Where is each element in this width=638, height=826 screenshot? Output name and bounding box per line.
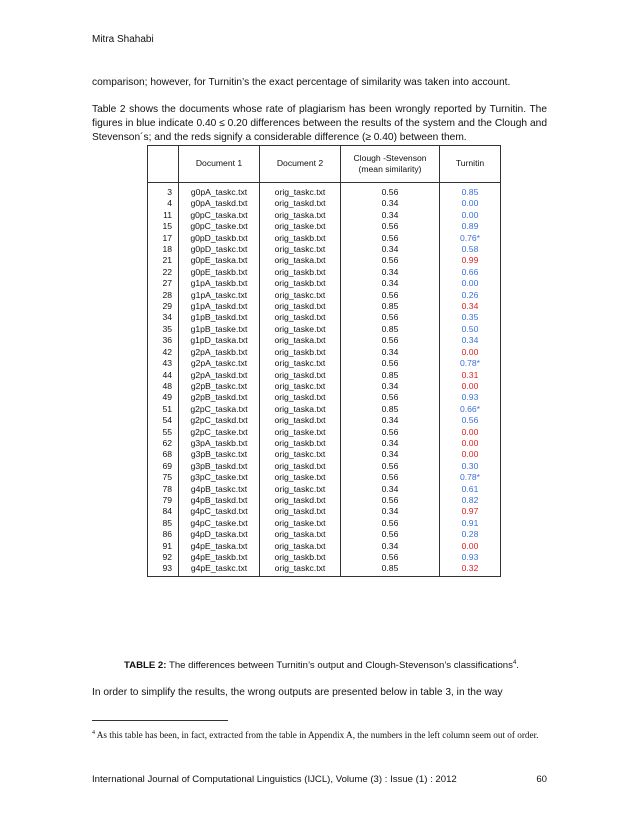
cell-document-1: g1pB_taske.txt [179, 324, 260, 335]
cell-document-1: g0pA_taskc.txt [179, 183, 260, 199]
table-row [148, 438, 501, 449]
cell-document-1: g1pA_taskc.txt [179, 290, 260, 301]
cell-turnitin: 0.00 [440, 438, 501, 449]
cell-clough-stevenson: 0.34 [341, 198, 440, 209]
cell-id: 34 [148, 312, 179, 323]
cell-id: 51 [148, 404, 179, 415]
cell-turnitin: 0.00 [440, 210, 501, 221]
cell-document-2: orig_taskb.txt [260, 552, 341, 563]
cell-document-2: orig_taskc.txt [260, 484, 341, 495]
cell-document-2: orig_taska.txt [260, 255, 341, 266]
cell-document-1: g2pA_taskd.txt [179, 370, 260, 381]
cell-id: 35 [148, 324, 179, 335]
cell-clough-stevenson: 0.56 [341, 183, 440, 199]
cell-document-2: orig_taskc.txt [260, 244, 341, 255]
cell-clough-stevenson: 0.34 [341, 244, 440, 255]
header-cs-line2: (mean similarity) [358, 164, 422, 174]
table-row [148, 198, 501, 209]
cell-turnitin: 0.91 [440, 518, 501, 529]
cell-clough-stevenson: 0.56 [341, 427, 440, 438]
cell-clough-stevenson: 0.56 [341, 255, 440, 266]
cell-id: 78 [148, 484, 179, 495]
cell-document-1: g4pC_taskd.txt [179, 506, 260, 517]
cell-document-1: g4pB_taskc.txt [179, 484, 260, 495]
cell-clough-stevenson: 0.56 [341, 221, 440, 232]
cell-document-2: orig_taskc.txt [260, 358, 341, 369]
header-turnitin: Turnitin [440, 146, 501, 183]
cell-id: 15 [148, 221, 179, 232]
cell-document-2: orig_taskc.txt [260, 563, 341, 576]
cell-turnitin: 0.97 [440, 506, 501, 517]
table-row [148, 358, 501, 369]
header-id [148, 146, 179, 183]
cell-turnitin: 0.00 [440, 541, 501, 552]
footer-journal: International Journal of Computational Linguistics (IJCL), Volume (3) : Issue (1) : 2012 [92, 774, 457, 785]
cell-clough-stevenson: 0.56 [341, 392, 440, 403]
cell-id: 28 [148, 290, 179, 301]
cell-id: 17 [148, 233, 179, 244]
footnote-mark: 4 [92, 730, 95, 736]
table-row [148, 301, 501, 312]
cell-clough-stevenson: 0.56 [341, 290, 440, 301]
cell-turnitin: 0.35 [440, 312, 501, 323]
cell-id: 86 [148, 529, 179, 540]
cell-turnitin: 0.30 [440, 461, 501, 472]
cell-turnitin: 0.93 [440, 552, 501, 563]
cell-document-1: g4pB_taskd.txt [179, 495, 260, 506]
paragraph-2: Table 2 shows the documents whose rate of plagiarism has been wrongly reported by Turnitin. The figures in blue indicate 0.40 ≤ 0.20 differences between the results of the system and the Clough and Stevenson´s; and the reds signify a considerable difference (≥ 0.40) between them. [92, 104, 547, 143]
header-document-2: Document 2 [260, 146, 341, 183]
cell-id: 43 [148, 358, 179, 369]
cell-document-2: orig_taske.txt [260, 324, 341, 335]
cell-clough-stevenson: 0.85 [341, 563, 440, 576]
cell-id: 18 [148, 244, 179, 255]
cell-clough-stevenson: 0.34 [341, 541, 440, 552]
table-header-row [148, 146, 501, 183]
cell-document-2: orig_taskd.txt [260, 312, 341, 323]
cell-document-1: g1pB_taskd.txt [179, 312, 260, 323]
cell-turnitin: 0.31 [440, 370, 501, 381]
footnote-4 [92, 726, 547, 742]
cell-clough-stevenson: 0.56 [341, 552, 440, 563]
cell-document-1: g2pB_taskd.txt [179, 392, 260, 403]
table-row [148, 518, 501, 529]
cell-id: 29 [148, 301, 179, 312]
cell-document-2: orig_taske.txt [260, 518, 341, 529]
cell-clough-stevenson: 0.56 [341, 312, 440, 323]
header-cs-line1: Clough -Stevenson [353, 152, 427, 163]
table-row [148, 370, 501, 381]
cell-document-1: g3pB_taskd.txt [179, 461, 260, 472]
cell-document-2: orig_taskd.txt [260, 301, 341, 312]
page-number: 60 [536, 774, 547, 785]
cell-document-2: orig_taska.txt [260, 404, 341, 415]
cell-turnitin: 0.00 [440, 427, 501, 438]
table-row [148, 541, 501, 552]
cell-clough-stevenson: 0.34 [341, 278, 440, 289]
cell-id: 4 [148, 198, 179, 209]
cell-id: 75 [148, 472, 179, 483]
cell-document-2: orig_taskd.txt [260, 415, 341, 426]
cell-document-1: g2pC_taske.txt [179, 427, 260, 438]
cell-id: 91 [148, 541, 179, 552]
cell-clough-stevenson: 0.34 [341, 210, 440, 221]
table-2 [147, 145, 501, 577]
table-row [148, 506, 501, 517]
cell-clough-stevenson: 0.34 [341, 449, 440, 460]
cell-document-2: orig_taskd.txt [260, 461, 341, 472]
cell-clough-stevenson: 0.56 [341, 518, 440, 529]
cell-clough-stevenson: 0.56 [341, 335, 440, 346]
running-header-author: Mitra Shahabi [92, 34, 154, 45]
table-row [148, 392, 501, 403]
caption-footnote-ref: 4 [512, 660, 517, 666]
caption-text: The differences between Turnitin’s output and Clough-Stevenson’s classifications [166, 660, 513, 672]
cell-turnitin: 0.00 [440, 449, 501, 460]
cell-document-2: orig_taskb.txt [260, 267, 341, 278]
table-row [148, 210, 501, 221]
footnote-text: As this table has been, in fact, extracted from the table in Appendix A, the numbers in the left column seem out of order. [95, 730, 539, 741]
cell-turnitin: 0.50 [440, 324, 501, 335]
caption-end: . [516, 660, 519, 672]
cell-clough-stevenson: 0.85 [341, 404, 440, 415]
caption-label: TABLE 2: [124, 660, 167, 672]
table-row [148, 404, 501, 415]
cell-id: 42 [148, 347, 179, 358]
cell-clough-stevenson: 0.56 [341, 358, 440, 369]
cell-turnitin: 0.89 [440, 221, 501, 232]
cell-turnitin: 0.99 [440, 255, 501, 266]
cell-id: 3 [148, 183, 179, 199]
cell-document-2: orig_taske.txt [260, 472, 341, 483]
table-row [148, 461, 501, 472]
cell-turnitin: 0.93 [440, 392, 501, 403]
cell-document-2: orig_taskb.txt [260, 233, 341, 244]
table-row [148, 255, 501, 266]
page-footer [92, 774, 547, 785]
cell-turnitin: 0.82 [440, 495, 501, 506]
table-row [148, 183, 501, 199]
table-row [148, 290, 501, 301]
cell-clough-stevenson: 0.34 [341, 438, 440, 449]
cell-document-1: g0pC_taska.txt [179, 210, 260, 221]
cell-document-2: orig_taska.txt [260, 335, 341, 346]
cell-document-1: g1pA_taskb.txt [179, 278, 260, 289]
cell-clough-stevenson: 0.56 [341, 233, 440, 244]
cell-turnitin: 0.00 [440, 198, 501, 209]
cell-clough-stevenson: 0.34 [341, 381, 440, 392]
cell-document-1: g0pE_taskb.txt [179, 267, 260, 278]
cell-turnitin: 0.34 [440, 301, 501, 312]
cell-turnitin: 0.58 [440, 244, 501, 255]
table-row [148, 563, 501, 576]
table-row [148, 324, 501, 335]
cell-turnitin: 0.78* [440, 358, 501, 369]
cell-document-1: g4pD_taska.txt [179, 529, 260, 540]
cell-document-1: g4pE_taska.txt [179, 541, 260, 552]
cell-document-2: orig_taske.txt [260, 221, 341, 232]
cell-id: 49 [148, 392, 179, 403]
cell-turnitin: 0.76* [440, 233, 501, 244]
cell-turnitin: 0.78* [440, 472, 501, 483]
cell-document-1: g0pD_taskc.txt [179, 244, 260, 255]
cell-id: 79 [148, 495, 179, 506]
cell-document-2: orig_taskc.txt [260, 290, 341, 301]
cell-document-2: orig_taskc.txt [260, 449, 341, 460]
table-row [148, 381, 501, 392]
cell-clough-stevenson: 0.56 [341, 495, 440, 506]
table-row [148, 233, 501, 244]
table-row [148, 267, 501, 278]
table-row [148, 221, 501, 232]
cell-id: 68 [148, 449, 179, 460]
cell-turnitin: 0.56 [440, 415, 501, 426]
cell-id: 48 [148, 381, 179, 392]
cell-id: 69 [148, 461, 179, 472]
cell-clough-stevenson: 0.34 [341, 506, 440, 517]
cell-id: 22 [148, 267, 179, 278]
cell-turnitin: 0.66* [440, 404, 501, 415]
cell-document-1: g3pA_taskb.txt [179, 438, 260, 449]
cell-id: 92 [148, 552, 179, 563]
cell-document-2: orig_taska.txt [260, 529, 341, 540]
table-row [148, 484, 501, 495]
cell-turnitin: 0.00 [440, 381, 501, 392]
cell-document-1: g0pD_taskb.txt [179, 233, 260, 244]
cell-document-2: orig_taska.txt [260, 210, 341, 221]
cell-id: 11 [148, 210, 179, 221]
cell-turnitin: 0.00 [440, 278, 501, 289]
table-caption [124, 660, 519, 671]
cell-document-2: orig_taskc.txt [260, 381, 341, 392]
table-row [148, 495, 501, 506]
cell-document-2: orig_taskd.txt [260, 392, 341, 403]
cell-document-1: g4pC_taske.txt [179, 518, 260, 529]
cell-id: 93 [148, 563, 179, 576]
cell-document-2: orig_taskb.txt [260, 438, 341, 449]
cell-document-2: orig_taskd.txt [260, 198, 341, 209]
header-clough-stevenson [341, 146, 440, 183]
cell-id: 62 [148, 438, 179, 449]
cell-document-1: g1pA_taskd.txt [179, 301, 260, 312]
cell-document-1: g1pD_taska.txt [179, 335, 260, 346]
paragraph-1: comparison; however, for Turnitin’s the exact percentage of similarity was taken into account. [92, 77, 511, 88]
cell-document-1: g2pC_taskd.txt [179, 415, 260, 426]
footnote-separator [92, 720, 228, 721]
cell-document-1: g3pC_taske.txt [179, 472, 260, 483]
cell-document-1: g2pB_taskc.txt [179, 381, 260, 392]
cell-clough-stevenson: 0.56 [341, 529, 440, 540]
cell-document-1: g2pC_taska.txt [179, 404, 260, 415]
cell-clough-stevenson: 0.85 [341, 301, 440, 312]
cell-turnitin: 0.00 [440, 347, 501, 358]
cell-turnitin: 0.26 [440, 290, 501, 301]
cell-id: 85 [148, 518, 179, 529]
table-row [148, 415, 501, 426]
table-row [148, 449, 501, 460]
cell-clough-stevenson: 0.56 [341, 461, 440, 472]
cell-document-2: orig_taskd.txt [260, 506, 341, 517]
cell-document-2: orig_taskd.txt [260, 370, 341, 381]
cell-id: 44 [148, 370, 179, 381]
cell-clough-stevenson: 0.34 [341, 267, 440, 278]
cell-document-2: orig_taskb.txt [260, 278, 341, 289]
cell-document-1: g0pC_taske.txt [179, 221, 260, 232]
table-row [148, 472, 501, 483]
cell-clough-stevenson: 0.85 [341, 324, 440, 335]
cell-id: 36 [148, 335, 179, 346]
cell-turnitin: 0.85 [440, 183, 501, 199]
cell-clough-stevenson: 0.85 [341, 370, 440, 381]
cell-turnitin: 0.66 [440, 267, 501, 278]
cell-id: 21 [148, 255, 179, 266]
cell-clough-stevenson: 0.34 [341, 347, 440, 358]
cell-turnitin: 0.28 [440, 529, 501, 540]
cell-clough-stevenson: 0.34 [341, 415, 440, 426]
table-body [148, 183, 501, 577]
cell-turnitin: 0.61 [440, 484, 501, 495]
table-row [148, 347, 501, 358]
cell-document-1: g0pE_taska.txt [179, 255, 260, 266]
cell-document-2: orig_taskb.txt [260, 347, 341, 358]
cell-clough-stevenson: 0.34 [341, 484, 440, 495]
cell-document-1: g4pE_taskb.txt [179, 552, 260, 563]
table-row [148, 552, 501, 563]
cell-document-2: orig_taskc.txt [260, 183, 341, 199]
cell-turnitin: 0.34 [440, 335, 501, 346]
cell-document-1: g2pA_taskc.txt [179, 358, 260, 369]
cell-id: 84 [148, 506, 179, 517]
cell-turnitin: 0.32 [440, 563, 501, 576]
cell-document-1: g3pB_taskc.txt [179, 449, 260, 460]
cell-document-2: orig_taska.txt [260, 541, 341, 552]
table-row [148, 427, 501, 438]
cell-document-1: g0pA_taskd.txt [179, 198, 260, 209]
cell-clough-stevenson: 0.56 [341, 472, 440, 483]
table-row [148, 529, 501, 540]
paragraph-3: In order to simplify the results, the wrong outputs are presented below in table 3, in the way [92, 687, 503, 698]
table-row [148, 278, 501, 289]
header-document-1: Document 1 [179, 146, 260, 183]
table-row [148, 244, 501, 255]
table-row [148, 312, 501, 323]
cell-id: 55 [148, 427, 179, 438]
cell-document-1: g2pA_taskb.txt [179, 347, 260, 358]
cell-id: 54 [148, 415, 179, 426]
cell-id: 27 [148, 278, 179, 289]
cell-document-2: orig_taske.txt [260, 427, 341, 438]
cell-document-2: orig_taskd.txt [260, 495, 341, 506]
table-row [148, 335, 501, 346]
cell-document-1: g4pE_taskc.txt [179, 563, 260, 576]
